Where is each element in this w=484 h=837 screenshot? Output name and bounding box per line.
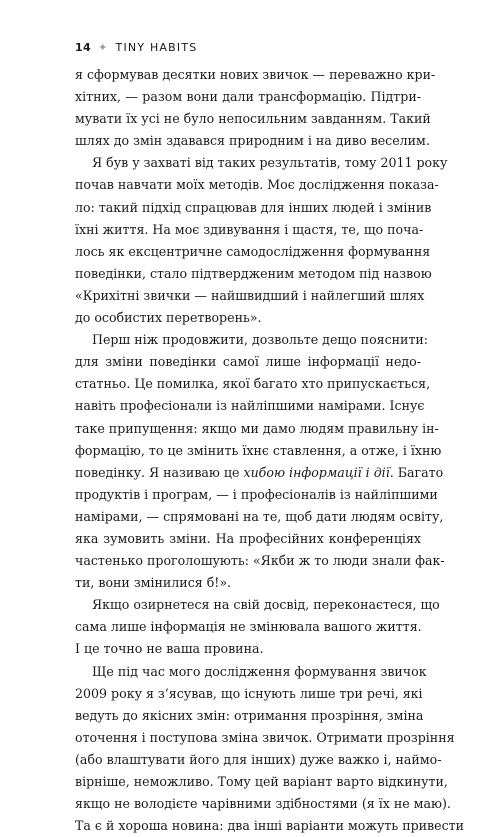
text-line: поведінки, стало підтвердженим методом під назвою [75, 265, 432, 281]
running-head [75, 41, 197, 54]
text-line: намірами, — спрямовані на те, щоб дати людям освіту, [75, 508, 444, 524]
text-line: я сформував десятки нових звичок — переважно кри- [75, 67, 436, 82]
text-line: ведуть до якісних змін: отримання прозріння, зміна [75, 707, 424, 723]
body-text [75, 64, 464, 837]
text-line: сама лише інформація не змінювала вашого життя. [75, 619, 422, 635]
text-line: оточення і поступова зміна звичок. Отримати прозріння [75, 729, 455, 745]
text-line: до особистих перетворень». [75, 310, 262, 326]
text-line: хітних, — разом вони дали трансформацію. Підтри- [75, 89, 421, 105]
text-line: лось як ексцентричне самодослідження формування [75, 243, 431, 259]
text-line: 2009 року я з’ясував, що існують лише три речі, які [75, 685, 423, 701]
text-line: їхні життя. На моє здивування і щастя, те, що поча- [75, 221, 424, 237]
text-line: яка зумовить зміни. На професійних конференціях [75, 530, 421, 546]
text-line: мувати їх усі не було непосильним завданням. Такий [75, 111, 431, 127]
text-line: (або влаштувати його для інших) дуже важко і, наймо- [75, 751, 442, 767]
text-line: таке припущення: якщо ми дамо людям правильну ін- [75, 420, 439, 436]
text-line: «Крихітні звички — найшвидший і найлегший шлях [75, 287, 425, 303]
ornament-star-icon: ✦ [98, 41, 109, 54]
text-line: вірніше, неможливо. Тому цей варіант варто відкинути, [75, 774, 448, 789]
text-line: І це точно не ваша провина. [75, 641, 264, 657]
text-line: статньо. Це помилка, якої багато хто припускається, [75, 376, 431, 392]
text-line [75, 462, 444, 484]
text-line: шлях до змін здавався природним і на диво веселим. [75, 133, 430, 149]
text-line: Та є й хороша новина: два інші варіанти можуть привести [75, 818, 464, 834]
book-title: TINY HABITS [115, 41, 198, 54]
text-line: Якщо озирнетеся на свій досвід, переконаєтеся, що [92, 597, 440, 613]
text-run: поведінку. Я називаю це [75, 464, 240, 480]
emphasis-term: хибою інформації і дії [243, 464, 390, 480]
text-run: . Багато [389, 464, 444, 480]
text-line: для зміни поведінки самої лише інформації недо- [75, 354, 421, 370]
text-line: Я був у захваті від таких результатів, тому 2011 року [92, 155, 448, 171]
text-line: Ще під час мого дослідження формування звичок [92, 663, 427, 679]
text-line: частенько проголошують: «Якби ж то люди знали фак- [75, 553, 445, 569]
text-line: ло: такий підхід спрацював для інших людей і змінив [75, 199, 432, 215]
text-line: якщо не володієте чарівними здібностями (я їх не маю). [75, 796, 451, 812]
text-line: ти, вони змінилися б!». [75, 575, 232, 591]
text-line: Перш ніж продовжити, дозвольте дещо пояснити: [92, 332, 429, 348]
text-line: формацію, то це змінить їхнє ставлення, а отже, і їхню [75, 442, 442, 458]
text-line: почав навчати моїх методів. Моє дослідження показа- [75, 177, 439, 193]
text-line: навіть професіонали із найліпшими намірами. Існує [75, 398, 425, 414]
text-line: продуктів і програм, — і професіоналів із найліпшими [75, 486, 438, 502]
page-number: 14 [75, 41, 92, 54]
